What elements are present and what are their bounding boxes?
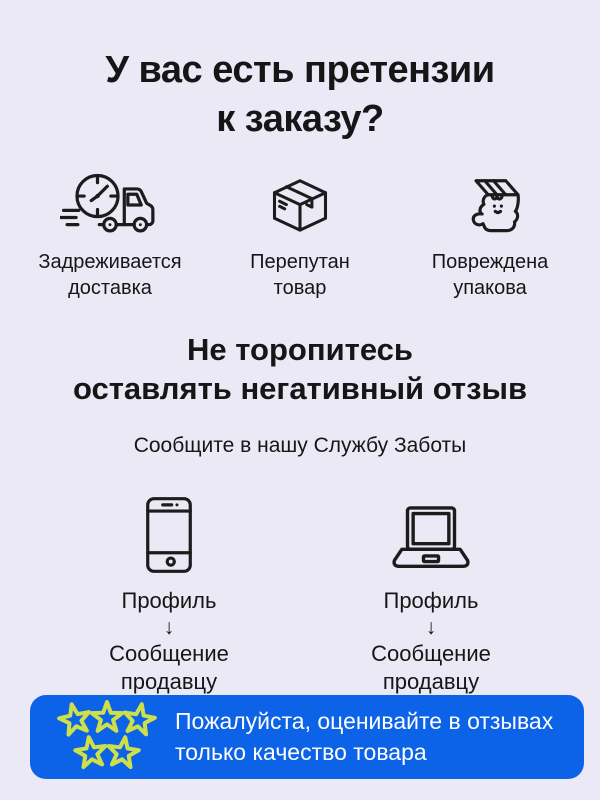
channels-row <box>0 496 600 695</box>
page-title <box>0 46 600 145</box>
smartphone-icon <box>143 496 195 574</box>
channel-step-profile: Профиль <box>383 588 479 613</box>
issue-wrong-item <box>205 163 395 301</box>
rating-request-banner <box>30 695 584 779</box>
advice-heading <box>0 331 600 409</box>
issue-label-line2: товар <box>273 276 327 299</box>
down-arrow-icon: ↓ <box>425 615 437 639</box>
issue-label-line1: Задреживается <box>38 250 182 273</box>
issue-label <box>432 249 548 301</box>
channel-mobile <box>94 496 244 695</box>
page-title-line2: к заказу? <box>216 98 384 141</box>
issue-label-line2: доставка <box>68 276 152 299</box>
channel-step-message-line1: Сообщение <box>371 640 491 666</box>
channel-desktop <box>356 496 506 695</box>
channel-step-message <box>371 640 491 696</box>
issue-label-line2: упакова <box>453 276 527 299</box>
issue-damaged-packaging <box>395 163 585 301</box>
advice-heading-line2: оставлять негативный отзыв <box>72 370 528 406</box>
five-stars-icon <box>56 700 158 774</box>
channel-step-profile: Профиль <box>121 588 217 613</box>
banner-text-line1: Пожалуйста, оценивайте в отзывах <box>175 707 554 734</box>
page-title-line1: У вас есть претензии <box>105 49 495 91</box>
issue-label-line1: Повреждена <box>431 250 549 273</box>
channel-step-message-line1: Сообщение <box>109 640 229 666</box>
issue-label <box>250 249 350 301</box>
speeding-truck-icon <box>60 163 160 241</box>
advice-subtext: Сообщите в нашу Службу Заботы <box>133 434 467 457</box>
advice-heading-line1: Не торопитесь <box>187 331 413 367</box>
issue-label-line1: Перепутан <box>250 250 350 273</box>
parcel-box-icon <box>266 163 334 241</box>
channel-step-message <box>109 640 229 696</box>
channel-step-message-line2: продавцу <box>382 668 480 694</box>
down-arrow-icon: ↓ <box>163 615 175 639</box>
issue-delayed-delivery <box>15 163 205 301</box>
laptop-icon <box>384 496 478 574</box>
issues-row <box>0 163 600 301</box>
banner-text-line2: только качество товара <box>175 739 427 765</box>
damaged-box-icon <box>455 163 525 241</box>
banner-text <box>175 706 553 769</box>
channel-step-message-line2: продавцу <box>120 668 218 694</box>
issue-label <box>38 249 181 301</box>
